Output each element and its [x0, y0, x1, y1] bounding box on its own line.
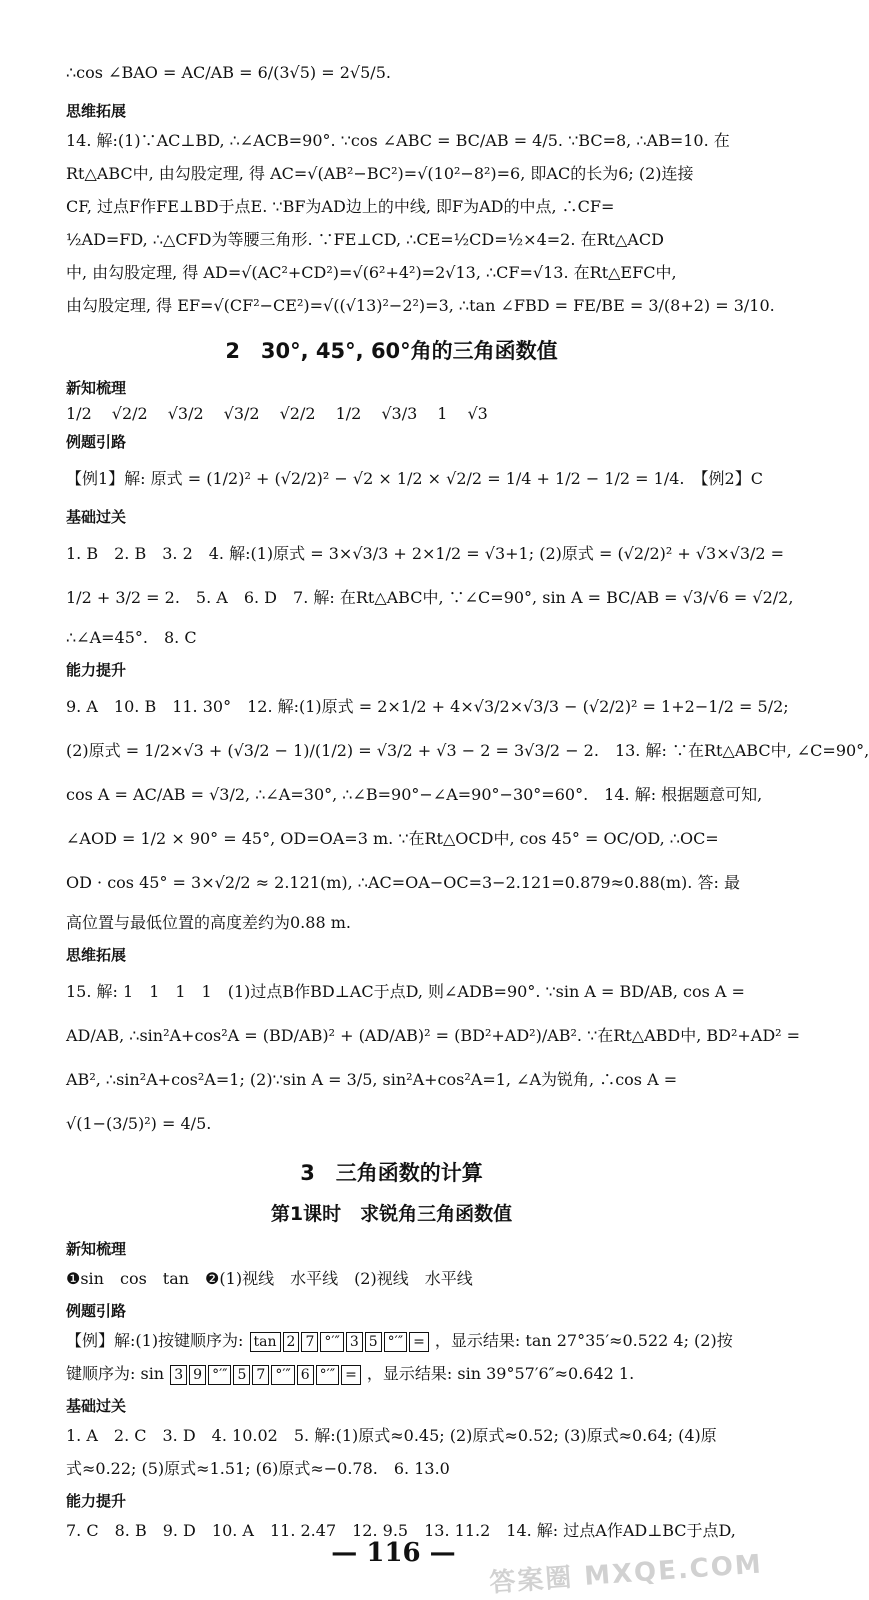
heading-basic: 基础过关: [66, 508, 127, 526]
q14-line-6: 由勾股定理, 得 EF=√(CF²−CE²)=√((√13)²−2²)=3, ∴tan ∠FBD = FE/BE = 3/(8+2) = 3/10.: [66, 296, 775, 315]
trig-value: √3/2: [167, 404, 204, 423]
trig-values-list: [66, 404, 717, 423]
calc-key: 6: [297, 1365, 314, 1385]
basic-line-3: ∴∠A=45°. 8. C: [66, 628, 197, 647]
heading-ability-3: 能力提升: [66, 1492, 127, 1510]
heading-example-3: 例题引路: [66, 1302, 127, 1320]
s3-basic-line-1: 1. A 2. C 3. D 4. 10.02 5. 解:(1)原式≈0.45; (2)原式≈0.52; (3)原式≈0.64; (4)原: [66, 1426, 717, 1445]
s3-basic-line-2: 式≈0.22; (5)原式≈1.51; (6)原式≈−0.78. 6. 13.0: [66, 1459, 450, 1478]
q14-line-2: Rt△ABC中, 由勾股定理, 得 AC=√(AB²−BC²)=√(10²−8²)=6, 即AC的长为6; (2)连接: [66, 164, 694, 183]
heading-new-knowledge-3: 新知梳理: [66, 1240, 127, 1258]
q14-line-1: 14. 解:(1)∵AC⊥BD, ∴∠ACB=90°. ∵cos ∠ABC = BC/AB = 4/5. ∵BC=8, ∴AB=10. 在: [66, 131, 730, 150]
section-2-title: 2 30°, 45°, 60°角的三角函数值: [225, 339, 558, 363]
s3-example-prefix: 【例】解:(1)按键顺序为:: [66, 1331, 244, 1350]
trig-value: 1/2: [335, 404, 362, 423]
calc-key: 5: [233, 1365, 250, 1385]
section-3-subtitle: 第1课时 求锐角三角函数值: [270, 1203, 513, 1225]
ability-line-6: 高位置与最低位置的高度差约为0.88 m.: [66, 913, 351, 932]
heading-example: 例题引路: [66, 433, 127, 451]
basic-line-2: 1/2 + 3/2 = 2. 5. A 6. D 7. 解: 在Rt△ABC中, ∵∠C=90°, sin A = BC/AB = √3/√6 = √2/2,: [66, 588, 794, 607]
expand-line-4: √(1−(3/5)²) = 4/5.: [66, 1114, 212, 1133]
q14-line-3: CF, 过点F作FE⊥BD于点E. ∵BF为AD边上的中线, 即F为AD的中点, ∴CF=: [66, 197, 615, 216]
calc-key: °′″: [384, 1332, 407, 1352]
heading-thinking-expand-2: 思维拓展: [66, 946, 127, 964]
heading-new-knowledge: 新知梳理: [66, 379, 127, 397]
heading-basic-3: 基础过关: [66, 1397, 127, 1415]
calc-key: 2: [283, 1332, 300, 1352]
ability-line-4: ∠AOD = 1/2 × 90° = 45°, OD=OA=3 m. ∵在Rt△OCD中, cos 45° = OC/OD, ∴OC=: [66, 829, 719, 848]
trig-value: √3/3: [381, 404, 418, 423]
calc-key: °′″: [316, 1365, 339, 1385]
s3-example-prefix-2: 键顺序为: sin: [66, 1364, 165, 1383]
calc-key: °′″: [320, 1332, 343, 1352]
trig-value: √2/2: [111, 404, 148, 423]
calc-key: 3: [346, 1332, 363, 1352]
calc-key: 9: [189, 1365, 206, 1385]
heading-ability: 能力提升: [66, 661, 127, 679]
heading-thinking-expand: 思维拓展: [66, 102, 127, 120]
calc-key: tan: [250, 1332, 281, 1352]
expand-line-2: AD/AB, ∴sin²A+cos²A = (BD/AB)² + (AD/AB)² = (BD²+AD²)/AB². ∵在Rt△ABD中, BD²+AD² =: [66, 1026, 801, 1045]
ability-line-2: (2)原式 = 1/2×√3 + (√3/2 − 1)/(1/2) = √3/2 + √3 − 2 = 3√3/2 − 2. 13. 解: ∵在Rt△ABC中, ∠C=90°,: [66, 741, 869, 760]
trig-value: √3/2: [223, 404, 260, 423]
s3-example-line-1: [66, 1328, 733, 1354]
s3-example-line-2: [66, 1361, 717, 1387]
calc-key: =: [409, 1332, 429, 1352]
example-1-line: 【例1】解: 原式 = (1/2)² + (√2/2)² − √2 × 1/2 × √2/2 = 1/4 + 1/2 − 1/2 = 1/4. 【例2】C: [66, 469, 763, 488]
trig-value: √3: [467, 404, 488, 423]
calc-key: °′″: [271, 1365, 294, 1385]
ability-line-1: 9. A 10. B 11. 30° 12. 解:(1)原式 = 2×1/2 + 4×√3/2×√3/3 − (√2/2)² = 1+2−1/2 = 5/2;: [66, 697, 789, 716]
basic-line-1: 1. B 2. B 3. 2 4. 解:(1)原式 = 3×√3/3 + 2×1/2 = √3+1; (2)原式 = (√2/2)² + √3×√3/2 =: [66, 544, 785, 563]
s3-new-line: ❶sin cos tan ❷(1)视线 水平线 (2)视线 水平线: [66, 1269, 473, 1288]
section-3-title: 3 三角函数的计算: [300, 1161, 483, 1185]
calc-key: 5: [365, 1332, 382, 1352]
s3-example-result-2: ，显示结果: sin 39°57′6″≈0.642 1.: [366, 1364, 635, 1383]
trig-value: 1/2: [66, 404, 92, 423]
s3-ability-line-1: 7. C 8. B 9. D 10. A 11. 2.47 12. 9.5 13. 11.2 14. 解: 过点A作AD⊥BC于点D,: [66, 1521, 736, 1540]
calc-key: °′″: [208, 1365, 231, 1385]
calc-key: 3: [170, 1365, 187, 1385]
expand-line-1: 15. 解: 1 1 1 1 (1)过点B作BD⊥AC于点D, 则∠ADB=90°. ∵sin A = BD/AB, cos A =: [66, 982, 745, 1001]
calc-key: 7: [301, 1332, 318, 1352]
trig-value: 1: [437, 404, 448, 423]
watermark-logo: 答案圈 MXQE.COM: [488, 1549, 764, 1599]
calc-key: =: [341, 1365, 361, 1385]
top-formula-line: ∴cos ∠BAO = AC/AB = 6/(3√5) = 2√5/5.: [66, 63, 391, 82]
q14-line-5: 中, 由勾股定理, 得 AD=√(AC²+CD²)=√(6²+4²)=2√13, ∴CF=√13. 在Rt△EFC中,: [66, 263, 677, 282]
trig-value: √2/2: [279, 404, 316, 423]
calc-key: 7: [252, 1365, 269, 1385]
ability-line-3: cos A = AC/AB = √3/2, ∴∠A=30°, ∴∠B=90°−∠A=90°−30°=60°. 14. 解: 根据题意可知,: [66, 785, 763, 804]
s3-example-result-1: ，显示结果: tan 27°35′≈0.522 4; (2)按: [434, 1331, 733, 1350]
q14-line-4: ½AD=FD, ∴△CFD为等腰三角形. ∵FE⊥CD, ∴CE=½CD=½×4=2. 在Rt△ACD: [66, 230, 664, 249]
ability-line-5: OD · cos 45° = 3×√2/2 ≈ 2.121(m), ∴AC=OA−OC=3−2.121=0.879≈0.88(m). 答: 最: [66, 873, 740, 892]
page-number: — 116 —: [331, 1538, 456, 1568]
expand-line-3: AB², ∴sin²A+cos²A=1; (2)∵sin A = 3/5, sin²A+cos²A=1, ∠A为锐角, ∴cos A =: [66, 1070, 678, 1089]
